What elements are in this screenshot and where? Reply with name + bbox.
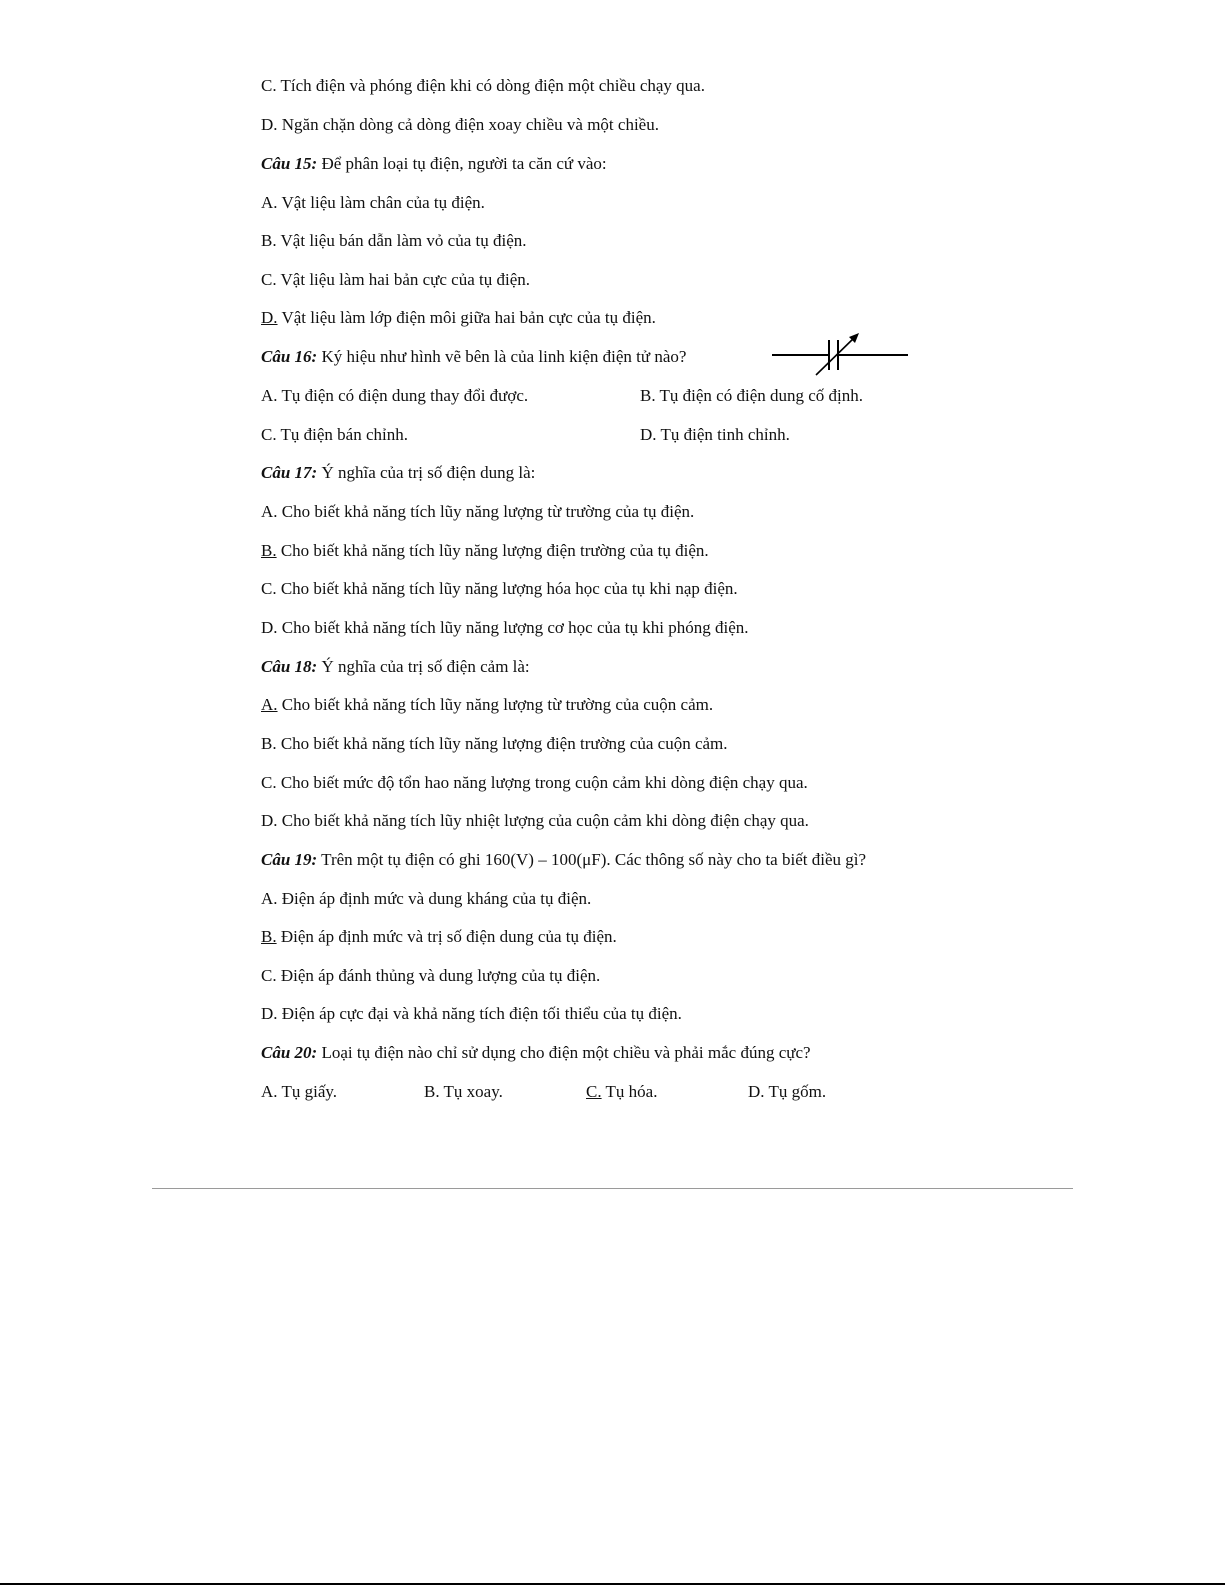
q20-question	[261, 1043, 811, 1063]
q17-text: Ý nghĩa của trị số điện dung là:	[317, 463, 536, 482]
q20-option-c	[586, 1082, 657, 1102]
q20-label: Câu 20:	[261, 1043, 318, 1062]
q16-question	[261, 347, 686, 367]
q20-answer-letter: C.	[586, 1082, 602, 1101]
q18-answer-letter: A.	[261, 695, 278, 714]
q15-answer-letter: D.	[261, 308, 278, 327]
q15-option-c: C. Vật liệu làm hai bản cực của tụ điện.	[261, 270, 531, 289]
q19-answer-letter: B.	[261, 927, 277, 946]
q20-option-b: B. Tụ xoay.	[424, 1082, 503, 1101]
q18-question	[261, 657, 530, 677]
q17-option-b	[261, 541, 709, 561]
q18-label: Câu 18:	[261, 657, 318, 676]
q19-option-a: A. Điện áp định mức và dung kháng của tụ điện.	[261, 889, 592, 908]
q20-option-c-text: Tụ hóa.	[601, 1082, 658, 1101]
q17-option-c: C. Cho biết khả năng tích lũy năng lượng hóa học của tụ khi nạp điện.	[261, 579, 738, 598]
footer-divider	[152, 1188, 1073, 1189]
q16-option-d: D. Tụ điện tinh chỉnh.	[640, 425, 790, 444]
q20-option-a: A. Tụ giấy.	[261, 1082, 338, 1101]
q18-option-a	[261, 695, 713, 715]
q15-label: Câu 15:	[261, 154, 318, 173]
q19-text: Trên một tụ điện có ghi 160(V) – 100(μF). Các thông số này cho ta biết điều gì?	[317, 850, 867, 869]
q17-question	[261, 463, 535, 483]
q19-label: Câu 19:	[261, 850, 318, 869]
variable-capacitor-symbol-icon	[772, 330, 912, 380]
q14-option-d: D. Ngăn chặn dòng cả dòng điện xoay chiều và một chiều.	[261, 115, 659, 134]
q19-option-b-text: Điện áp định mức và trị số điện dung của tụ điện.	[276, 927, 617, 946]
q16-option-b: B. Tụ điện có điện dung cố định.	[640, 386, 864, 405]
q17-label: Câu 17:	[261, 463, 318, 482]
q20-option-d: D. Tụ gốm.	[748, 1082, 827, 1101]
q18-text: Ý nghĩa của trị số điện cảm là:	[317, 657, 530, 676]
q15-option-d	[261, 308, 656, 328]
q15-option-d-text: Vật liệu làm lớp điện môi giữa hai bản cực của tụ điện.	[277, 308, 656, 327]
q15-text: Để phân loại tụ điện, người ta căn cứ vào:	[317, 154, 607, 173]
q19-option-d: D. Điện áp cực đại và khả năng tích điện tối thiểu của tụ điện.	[261, 1004, 682, 1023]
q18-option-c: C. Cho biết mức độ tổn hao năng lượng trong cuộn cảm khi dòng điện chạy qua.	[261, 773, 808, 792]
q16-label: Câu 16:	[261, 347, 318, 366]
q17-answer-letter: B.	[261, 541, 277, 560]
q16-text: Ký hiệu như hình vẽ bên là của linh kiện điện tử nào?	[317, 347, 687, 366]
q18-option-d: D. Cho biết khả năng tích lũy nhiệt lượng của cuộn cảm khi dòng điện chạy qua.	[261, 811, 809, 830]
q15-option-b: B. Vật liệu bán dẫn làm vỏ của tụ điện.	[261, 231, 527, 250]
q17-option-d: D. Cho biết khả năng tích lũy năng lượng cơ học của tụ khi phóng điện.	[261, 618, 749, 637]
q16-options-row-1	[261, 386, 528, 406]
q16-option-a: A. Tụ điện có điện dung thay đổi được.	[261, 386, 529, 405]
q16-option-c: C. Tụ điện bán chỉnh.	[261, 425, 408, 444]
q19-option-c: C. Điện áp đánh thủng và dung lượng của tụ điện.	[261, 966, 601, 985]
q18-option-a-text: Cho biết khả năng tích lũy năng lượng từ trường của cuộn cảm.	[277, 695, 714, 714]
q17-option-a: A. Cho biết khả năng tích lũy năng lượng từ trường của tụ điện.	[261, 502, 695, 521]
q15-question	[261, 154, 607, 174]
q17-option-b-text: Cho biết khả năng tích lũy năng lượng điện trường của tụ điện.	[276, 541, 709, 560]
q14-option-c: C. Tích điện và phóng điện khi có dòng điện một chiều chạy qua.	[261, 76, 705, 95]
q20-text: Loại tụ điện nào chỉ sử dụng cho điện một chiều và phải mắc đúng cực?	[317, 1043, 811, 1062]
q19-option-b	[261, 927, 617, 947]
q18-option-b: B. Cho biết khả năng tích lũy năng lượng điện trường của cuộn cảm.	[261, 734, 728, 753]
q19-question	[261, 850, 866, 870]
q15-option-a: A. Vật liệu làm chân của tụ điện.	[261, 193, 485, 212]
